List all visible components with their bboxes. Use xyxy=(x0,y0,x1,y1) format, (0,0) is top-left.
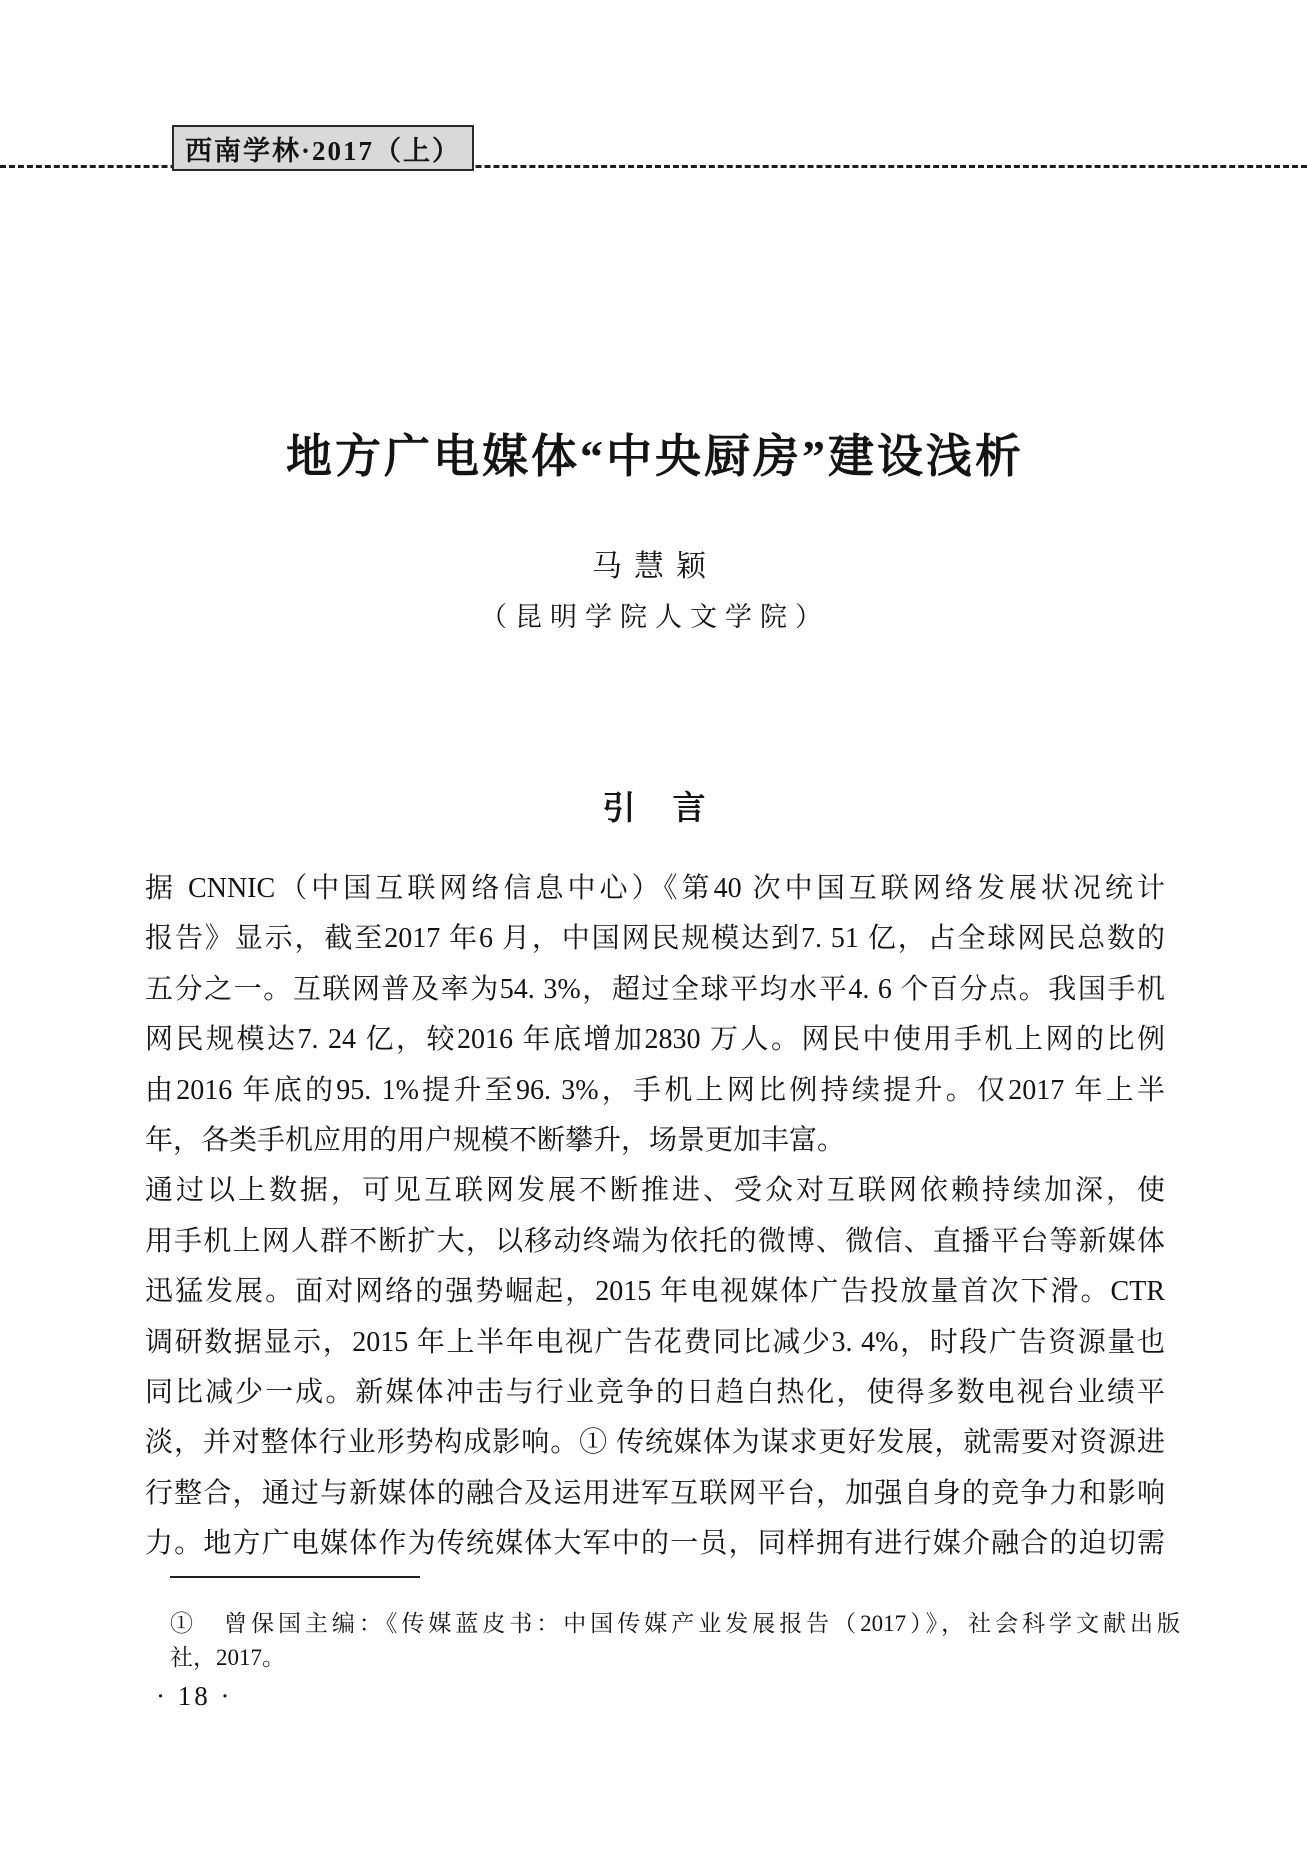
page-number: · 18 · xyxy=(156,1681,233,1711)
body-line: 五分之一。互联网普及率为54. 3%，超过全球平均水平4. 6 个百分点。我国手机 xyxy=(145,973,1165,1005)
body-line: 据 CNNIC（中国互联网络信息中心）《第40 次中国互联网络发展状况统计 xyxy=(145,873,1165,904)
body-line: 行整合，通过与新媒体的融合及运用进军互联网平台，加强自身的竞争力和影响 xyxy=(145,1477,1165,1509)
article-body xyxy=(145,864,1165,1569)
article-affiliation: （昆明学院人文学院） xyxy=(480,602,830,632)
article-title: 地方广电媒体“中央厨房”建设浅析 xyxy=(286,431,1024,482)
body-line: 由2016 年底的95. 1%提升至96. 3%，手机上网比例持续提升。仅2017 年上半 xyxy=(145,1074,1165,1106)
body-line: 年，各类手机应用的用户规模不断攀升，场景更加丰富。 xyxy=(145,1124,846,1156)
body-line: 用手机上网人群不断扩大，以移动终端为依托的微博、微信、直播平台等新媒体 xyxy=(145,1225,1165,1257)
footnote-line: 社，2017。 xyxy=(170,1644,285,1670)
body-line: 迅猛发展。面对网络的强势崛起，2015 年电视媒体广告投放量首次下滑。CTR xyxy=(145,1276,1165,1308)
section-heading-introduction: 引 言 xyxy=(602,789,708,826)
body-line: 力。地方广电媒体作为传统媒体大军中的一员，同样拥有进行媒介融合的迫切需 xyxy=(145,1528,1165,1560)
article-author: 马慧颖 xyxy=(592,550,718,583)
body-line: 淡，并对整体行业形势构成影响。① 传统媒体为谋求更好发展，就需要对资源进 xyxy=(145,1427,1165,1459)
journal-header-badge: 西南学林·2017（上） xyxy=(172,125,474,171)
body-line: 同比减少一成。新媒体冲击与行业竞争的日趋白热化，使得多数电视台业绩平 xyxy=(145,1376,1165,1408)
footnote-divider xyxy=(170,1576,420,1578)
body-line: 调研数据显示，2015 年上半年电视广告花费同比减少3. 4%，时段广告资源量也 xyxy=(145,1326,1165,1358)
body-line: 通过以上数据，可见互联网发展不断推进、受众对互联网依赖持续加深，使 xyxy=(145,1175,1165,1207)
body-line: 报告》显示，截至2017 年6 月，中国网民规模达到7. 51 亿，占全球网民总数的 xyxy=(145,923,1165,955)
body-line: 网民规模达7. 24 亿，较2016 年底增加2830 万人。网民中使用手机上网的比例 xyxy=(145,1024,1165,1056)
footnote xyxy=(170,1607,1180,1674)
body-paragraph-2 xyxy=(145,1166,1165,1569)
body-paragraph-1 xyxy=(145,864,1165,1166)
footnote-line: ① 曾保国主编：《传媒蓝皮书：中国传媒产业发展报告（2017）》，社会科学文献出版 xyxy=(170,1611,1180,1636)
